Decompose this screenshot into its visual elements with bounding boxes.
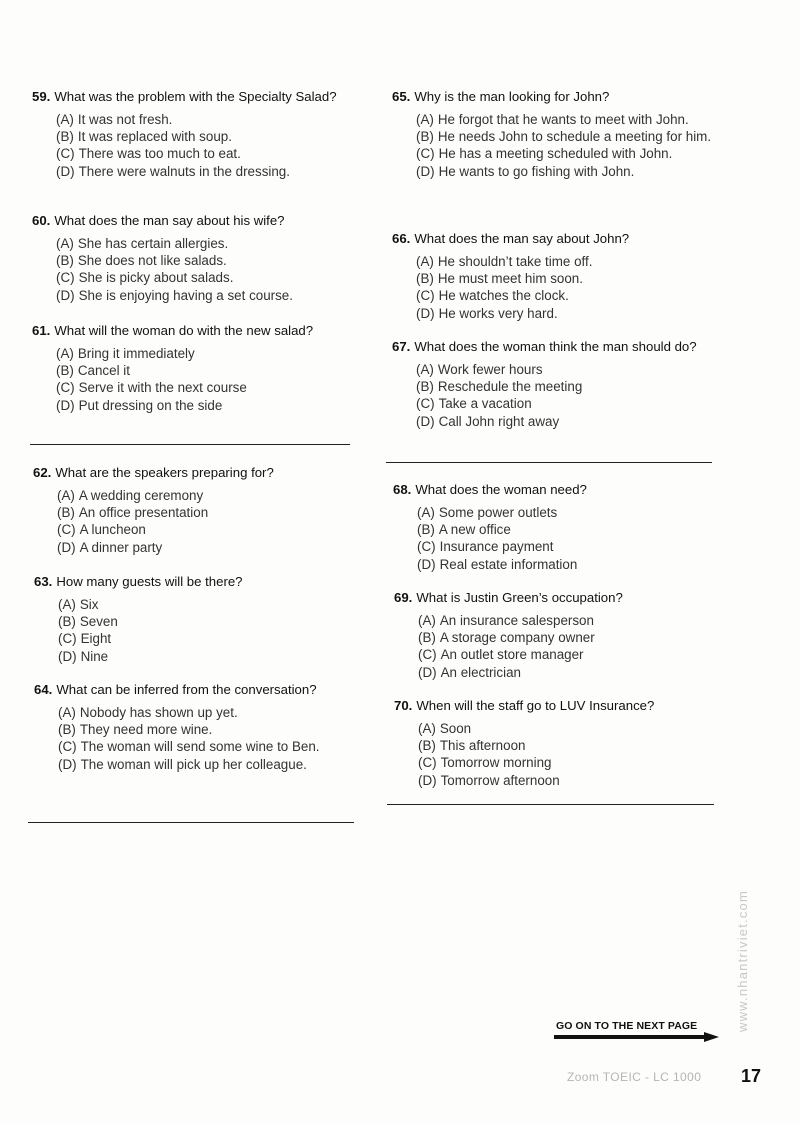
- option-text: Six: [79, 597, 99, 612]
- answer-option: [56, 235, 350, 252]
- question-text: What is Justin Green’s occupation?: [416, 590, 623, 605]
- answer-options: [392, 253, 712, 322]
- option-letter: (A): [418, 613, 436, 628]
- question-text: What does the man say about John?: [414, 231, 630, 246]
- option-text: There was too much to eat.: [78, 146, 241, 162]
- option-letter: (B): [58, 614, 76, 630]
- option-text: An outlet store manager: [440, 647, 584, 663]
- answer-option: [58, 756, 354, 773]
- answer-option: [418, 612, 714, 629]
- answer-option: [416, 163, 714, 180]
- answer-option: [417, 556, 713, 573]
- question-number: 69.: [394, 590, 413, 605]
- option-text: This afternoon: [439, 738, 526, 754]
- question-60: [32, 212, 350, 304]
- option-letter: (B): [56, 363, 74, 379]
- question-heading: [392, 230, 712, 247]
- question-number: 59.: [32, 89, 51, 104]
- question-heading: [32, 88, 350, 105]
- option-letter: (A): [56, 112, 74, 127]
- question-61: [32, 322, 350, 414]
- answer-options: [32, 111, 350, 180]
- answer-option: [56, 397, 350, 414]
- answer-option: [58, 648, 352, 665]
- option-text: He shouldn’t take time off.: [437, 254, 593, 269]
- question-heading: [34, 681, 354, 698]
- option-text: It was replaced with soup.: [77, 129, 232, 145]
- option-text: A new office: [438, 522, 511, 538]
- answer-option: [58, 738, 354, 755]
- answer-options: [32, 345, 350, 414]
- question-text: How many guests will be there?: [56, 574, 243, 589]
- option-text: A luncheon: [79, 522, 146, 538]
- option-text: Bring it immediately: [77, 346, 195, 361]
- answer-option: [56, 287, 350, 304]
- answer-option: [58, 596, 352, 613]
- question-text: Why is the man looking for John?: [414, 89, 610, 104]
- option-text: She is picky about salads.: [78, 270, 234, 286]
- question-59: [32, 88, 350, 180]
- option-letter: (C): [416, 396, 435, 412]
- question-number: 60.: [32, 213, 51, 228]
- answer-option: [416, 145, 714, 162]
- answer-option: [418, 646, 714, 663]
- option-letter: (A): [58, 597, 76, 612]
- question-heading: [32, 322, 350, 339]
- question-67: [392, 338, 712, 430]
- option-letter: (D): [416, 305, 435, 321]
- option-text: Eight: [80, 631, 112, 647]
- option-letter: (B): [417, 522, 435, 538]
- answer-options: [392, 111, 714, 180]
- answer-options: [34, 704, 354, 773]
- answer-options: [34, 596, 352, 665]
- option-letter: (B): [58, 722, 76, 738]
- option-text: Insurance payment: [439, 539, 554, 555]
- option-text: He watches the clock.: [438, 288, 569, 304]
- question-number: 63.: [34, 574, 53, 589]
- answer-options: [392, 361, 712, 430]
- option-letter: (C): [58, 631, 77, 647]
- question-number: 62.: [33, 465, 52, 480]
- question-heading: [394, 697, 714, 714]
- question-64: [34, 681, 354, 773]
- answer-option: [56, 345, 350, 362]
- book-title: Zoom TOEIC - LC 1000: [567, 1070, 702, 1084]
- section-divider: [387, 804, 714, 805]
- answer-option: [416, 395, 712, 412]
- option-letter: (A): [418, 721, 436, 736]
- option-letter: (D): [56, 163, 75, 179]
- option-letter: (C): [56, 146, 75, 162]
- answer-option: [56, 362, 350, 379]
- option-letter: (B): [57, 505, 75, 521]
- question-text: When will the staff go to LUV Insurance?: [416, 698, 655, 713]
- option-text: Put dressing on the side: [78, 397, 223, 413]
- option-text: The woman will send some wine to Ben.: [80, 739, 320, 755]
- option-text: Take a vacation: [438, 396, 532, 412]
- option-letter: (D): [57, 539, 76, 555]
- section-divider: [386, 462, 712, 463]
- option-text: Real estate information: [439, 556, 578, 572]
- answer-option: [56, 111, 350, 128]
- answer-option: [57, 521, 351, 538]
- option-letter: (C): [416, 288, 435, 304]
- right-arrow-icon: [554, 1032, 720, 1042]
- answer-options: [393, 504, 713, 573]
- answer-option: [418, 720, 714, 737]
- page-number: 17: [741, 1066, 762, 1086]
- answer-option: [418, 664, 714, 681]
- option-text: Nobody has shown up yet.: [79, 705, 238, 720]
- option-letter: (D): [418, 772, 437, 788]
- question-heading: [34, 573, 352, 590]
- answer-option: [416, 128, 714, 145]
- next-page-label: GO ON TO THE NEXT PAGE: [556, 1020, 698, 1032]
- option-text: Work fewer hours: [437, 362, 543, 377]
- option-letter: (B): [418, 738, 436, 754]
- option-letter: (C): [56, 380, 75, 396]
- option-text: He wants to go fishing with John.: [438, 163, 635, 179]
- question-heading: [392, 88, 714, 105]
- answer-option: [56, 163, 350, 180]
- option-text: A dinner party: [79, 539, 163, 555]
- option-letter: (D): [416, 163, 435, 179]
- option-text: She does not like salads.: [77, 253, 227, 269]
- option-text: An electrician: [440, 664, 521, 680]
- option-text: It was not fresh.: [77, 112, 173, 127]
- watermark: www.nhantriviet.com: [735, 889, 750, 1032]
- answer-option: [416, 413, 712, 430]
- answer-option: [417, 538, 713, 555]
- option-letter: (C): [57, 522, 76, 538]
- answer-option: [58, 630, 352, 647]
- answer-option: [416, 111, 714, 128]
- question-text: What will the woman do with the new salad?: [54, 323, 314, 338]
- section-divider: [30, 444, 350, 445]
- option-text: The woman will pick up her colleague.: [80, 756, 307, 772]
- answer-option: [56, 269, 350, 286]
- question-number: 68.: [393, 482, 412, 497]
- question-text: What does the woman need?: [415, 482, 587, 497]
- option-letter: (D): [56, 287, 75, 303]
- option-text: He works very hard.: [438, 305, 558, 321]
- option-letter: (A): [416, 362, 434, 377]
- option-text: Cancel it: [77, 363, 130, 379]
- option-text: There were walnuts in the dressing.: [78, 163, 290, 179]
- answer-option: [56, 252, 350, 269]
- option-letter: (B): [416, 379, 434, 395]
- option-letter: (B): [56, 253, 74, 269]
- question-number: 65.: [392, 89, 411, 104]
- question-69: [394, 589, 714, 681]
- option-text: He forgot that he wants to meet with John.: [437, 112, 689, 127]
- option-text: Reschedule the meeting: [437, 379, 583, 395]
- option-text: He has a meeting scheduled with John.: [438, 146, 673, 162]
- option-letter: (D): [418, 664, 437, 680]
- option-text: Call John right away: [438, 413, 560, 429]
- answer-option: [418, 629, 714, 646]
- question-heading: [33, 464, 351, 481]
- answer-options: [394, 720, 714, 789]
- answer-option: [416, 270, 712, 287]
- answer-option: [416, 361, 712, 378]
- question-65: [392, 88, 714, 180]
- answer-option: [58, 721, 354, 738]
- answer-options: [33, 487, 351, 556]
- answer-option: [417, 504, 713, 521]
- answer-option: [416, 305, 712, 322]
- answer-option: [56, 145, 350, 162]
- option-text: He must meet him soon.: [437, 271, 583, 287]
- answer-option: [57, 539, 351, 556]
- answer-option: [56, 128, 350, 145]
- question-number: 67.: [392, 339, 411, 354]
- question-heading: [393, 481, 713, 498]
- answer-option: [416, 378, 712, 395]
- answer-option: [417, 521, 713, 538]
- question-heading: [32, 212, 350, 229]
- answer-option: [416, 253, 712, 270]
- option-letter: (A): [416, 112, 434, 127]
- question-number: 66.: [392, 231, 411, 246]
- question-text: What can be inferred from the conversation?: [56, 682, 317, 697]
- question-text: What are the speakers preparing for?: [55, 465, 274, 480]
- option-letter: (A): [56, 236, 74, 251]
- answer-option: [57, 504, 351, 521]
- option-letter: (C): [58, 739, 77, 755]
- option-letter: (D): [417, 556, 436, 572]
- answer-option: [416, 287, 712, 304]
- option-letter: (A): [57, 488, 75, 503]
- option-letter: (C): [416, 146, 435, 162]
- question-heading: [392, 338, 712, 355]
- option-letter: (B): [416, 129, 434, 145]
- answer-option: [58, 704, 354, 721]
- option-letter: (D): [58, 648, 77, 664]
- option-text: Serve it with the next course: [78, 380, 247, 396]
- question-70: [394, 697, 714, 789]
- option-text: She is enjoying having a set course.: [78, 287, 293, 303]
- answer-option: [418, 754, 714, 771]
- question-66: [392, 230, 712, 322]
- option-text: Tomorrow morning: [440, 755, 552, 771]
- option-letter: (A): [417, 505, 435, 520]
- option-letter: (C): [418, 647, 437, 663]
- option-text: Tomorrow afternoon: [440, 772, 560, 788]
- option-text: They need more wine.: [79, 722, 213, 738]
- option-text: Soon: [439, 721, 472, 736]
- question-63: [34, 573, 352, 665]
- option-letter: (B): [56, 129, 74, 145]
- option-text: A storage company owner: [439, 630, 595, 646]
- option-letter: (C): [418, 755, 437, 771]
- option-text: An insurance salesperson: [439, 613, 594, 628]
- option-text: Some power outlets: [438, 505, 558, 520]
- option-letter: (C): [56, 270, 75, 286]
- question-62: [33, 464, 351, 556]
- question-text: What does the man say about his wife?: [54, 213, 285, 228]
- option-letter: (C): [417, 539, 436, 555]
- question-number: 61.: [32, 323, 51, 338]
- answer-option: [58, 613, 352, 630]
- question-68: [393, 481, 713, 573]
- option-text: An office presentation: [78, 505, 209, 521]
- answer-option: [57, 487, 351, 504]
- answer-option: [418, 737, 714, 754]
- answer-options: [394, 612, 714, 681]
- option-letter: (A): [58, 705, 76, 720]
- section-divider: [28, 822, 354, 823]
- question-number: 64.: [34, 682, 53, 697]
- option-text: She has certain allergies.: [77, 236, 229, 251]
- option-letter: (A): [56, 346, 74, 361]
- option-letter: (D): [416, 413, 435, 429]
- option-text: Seven: [79, 614, 118, 630]
- option-letter: (B): [416, 271, 434, 287]
- option-text: He needs John to schedule a meeting for him.: [437, 129, 712, 145]
- option-text: Nine: [80, 648, 109, 664]
- question-heading: [394, 589, 714, 606]
- question-text: What does the woman think the man should do?: [414, 339, 697, 354]
- option-text: A wedding ceremony: [78, 488, 204, 503]
- option-letter: (D): [56, 397, 75, 413]
- option-letter: (B): [418, 630, 436, 646]
- answer-option: [56, 379, 350, 396]
- option-letter: (A): [416, 254, 434, 269]
- answer-options: [32, 235, 350, 304]
- answer-option: [418, 772, 714, 789]
- question-number: 70.: [394, 698, 413, 713]
- option-letter: (D): [58, 756, 77, 772]
- question-text: What was the problem with the Specialty Salad?: [54, 89, 337, 104]
